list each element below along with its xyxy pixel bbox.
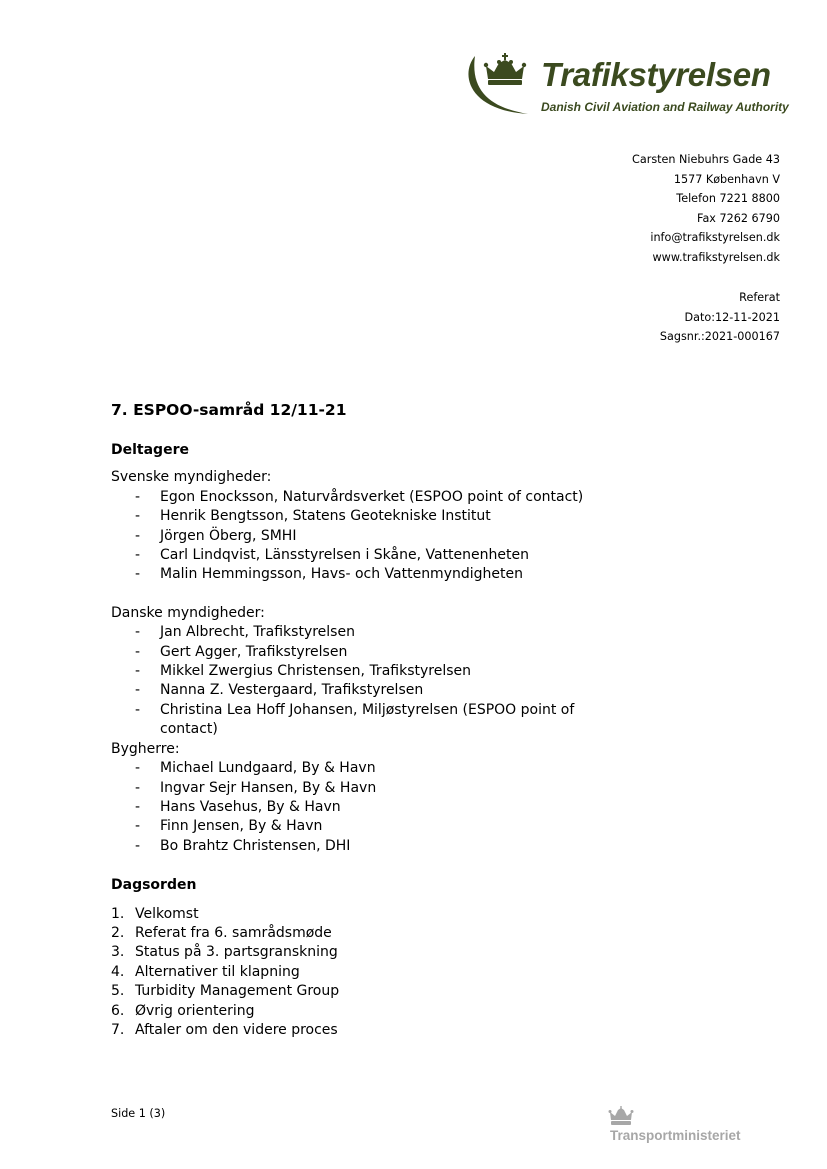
group-swedish [111,468,631,584]
group-label: Svenske myndigheder: [111,469,272,486]
address-email: info@trafikstyrelsen.dk [650,231,780,245]
list-item: - Bo Brahtz Christensen, DHI [135,837,351,854]
list-item: - Henrik Bengtsson, Statens Geotekniske Institut [135,508,491,525]
list-item: - Carl Lindqvist, Länsstyrelsen i Skåne, Vattenenheten [135,547,529,564]
ministry-logo [608,1106,778,1146]
agenda-item: 3. Status på 3. partsgranskning [111,944,338,961]
agenda-list [111,905,631,1041]
brand-name: Trafikstyrelsen [541,56,771,93]
list-item: - Jörgen Öberg, SMHI [135,527,297,544]
list-item: - Finn Jensen, By & Havn [135,818,323,835]
participant-list [111,759,631,856]
agenda-item: 4. Alternativer til klapning [111,963,300,980]
document-meta [660,288,780,347]
list-item: - Gert Agger, Trafikstyrelsen [135,643,348,660]
group-label: Danske myndigheder: [111,604,265,621]
list-item: - Christina Lea Hoff Johansen, Miljøstyrelsen (ESPOO point of contact) [135,701,575,738]
participant-list [111,623,631,739]
list-item: - Mikkel Zwergius Christensen, Trafikstyrelsen [135,663,471,680]
participant-list [111,488,631,585]
address-phone: Telefon 7221 8800 [676,192,780,206]
participants-heading: Deltagere [111,442,189,458]
list-item: - Michael Lundgaard, By & Havn [135,760,376,777]
trafikstyrelsen-logo [462,52,792,122]
ministry-name: Transportministeriet [610,1128,741,1143]
list-item: - Jan Albrecht, Trafikstyrelsen [135,624,355,641]
address-street: Carsten Niebuhrs Gade 43 [632,153,780,166]
group-danish [111,604,631,740]
list-item: - Egon Enocksson, Naturvårdsverket (ESPOO point of contact) [135,488,584,505]
list-item: - Nanna Z. Vestergaard, Trafikstyrelsen [135,682,424,699]
address-website: www.trafikstyrelsen.dk [652,250,780,264]
case-number: Sagsnr.:2021-000167 [659,330,780,344]
doc-date: Dato:12-11-2021 [684,310,780,324]
list-item: - Hans Vasehus, By & Havn [135,798,341,815]
group-label: Bygherre: [111,740,180,757]
address-fax: Fax 7262 6790 [697,211,780,225]
agenda-item: 5. Turbidity Management Group [111,983,340,1000]
crown-icon [608,1106,634,1126]
agenda-item: 6. Øvrig orientering [111,1002,255,1019]
main-content [111,400,631,1040]
page-title: 7. ESPOO-samråd 12/11-21 [111,401,347,419]
sender-address [632,150,780,268]
list-item: - Malin Hemmingsson, Havs- och Vattenmyndigheten [135,566,523,583]
group-developer [111,740,631,856]
list-item: - Ingvar Sejr Hansen, By & Havn [135,779,377,796]
doc-type: Referat [739,291,780,304]
agenda-heading: Dagsorden [111,877,197,894]
crown-swoosh-icon [462,52,542,122]
agenda-item: 7. Aftaler om den videre proces [111,1021,338,1038]
agenda-item: 1. Velkomst [111,905,199,922]
agenda-item: 2. Referat fra 6. samrådsmøde [111,924,332,941]
address-city: 1577 København V [673,172,780,186]
page-number: Side 1 (3) [111,1107,166,1120]
brand-tagline: Danish Civil Aviation and Railway Authority [541,100,789,114]
